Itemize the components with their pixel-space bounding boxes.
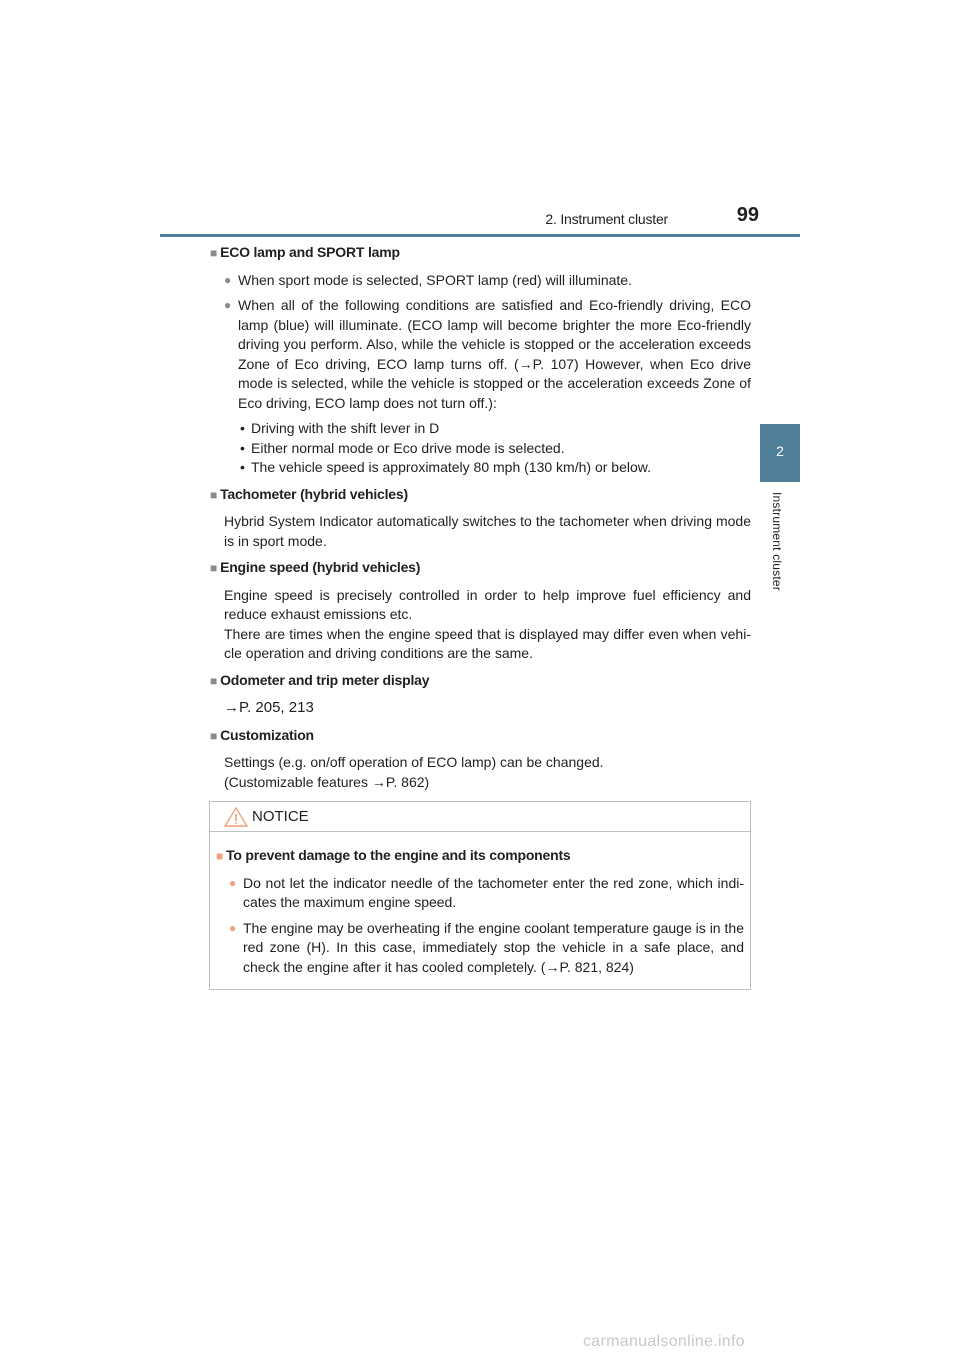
circle-icon: ● xyxy=(224,272,232,287)
list-item: ● When all of the following conditions are satisfied and Eco-friendly driving, ECO lamp (blue) will illuminate. (ECO lamp will become brighter the more Eco-friendly driving you perform. Also, while the vehicle is stopped or the acceleration exceeds Zone of Eco driving, ECO lamp turns off. (→P. 107) However, when Eco drive mode is selected, while the vehicle is stopped or the acceleration exceeds Zone of Eco driving, ECO lamp does not turn off.): xyxy=(224,297,751,411)
paragraph: There are times when the engine speed that is displayed may differ even when vehi-cle operation and driving conditions are the same. xyxy=(224,625,751,661)
page-number: 99 xyxy=(736,204,759,226)
circle-icon: ● xyxy=(229,875,237,890)
page-content xyxy=(210,243,751,799)
page-reference-link[interactable]: →P. 205, 213 xyxy=(224,699,314,716)
section-heading: ■ Tachometer (hybrid vehicles) xyxy=(210,485,408,502)
list-item: ● Do not let the indicator needle of the tachometer enter the red zone, which indi-cates the maximum engine speed. xyxy=(229,874,744,910)
square-icon: ■ xyxy=(210,673,218,688)
section-heading: ■ Customization xyxy=(210,726,314,743)
warning-triangle-icon xyxy=(224,807,248,827)
condition-list xyxy=(210,419,751,478)
paragraph: Hybrid System Indicator automatically switches to the tachometer when driving mode is in sport mode. xyxy=(224,513,751,549)
paragraph: Settings (e.g. on/off operation of ECO lamp) can be changed. xyxy=(224,754,604,770)
chapter-label xyxy=(770,492,790,612)
dot-icon: • xyxy=(240,420,245,436)
section-heading: ■ Engine speed (hybrid vehicles) xyxy=(210,559,421,575)
dot-icon: • xyxy=(240,439,245,456)
circle-icon: ● xyxy=(229,920,237,935)
notice-box xyxy=(209,801,751,990)
watermark: carmanualsonline.info xyxy=(583,1333,745,1350)
list-item: • Either normal mode or Eco drive mode is selected. xyxy=(210,439,751,459)
circle-icon: ● xyxy=(224,298,232,312)
notice-header xyxy=(210,802,750,832)
section-heading: ■ ECO lamp and SPORT lamp xyxy=(210,244,400,260)
list-item: ● When sport mode is selected, SPORT lamp (red) will illuminate. xyxy=(210,271,751,291)
chapter-number: 2 xyxy=(776,443,784,459)
square-icon: ■ xyxy=(210,246,218,260)
chapter-tab[interactable] xyxy=(760,424,800,482)
paragraph: (Customizable features →P. 862) xyxy=(224,773,430,790)
square-icon: ■ xyxy=(216,849,224,863)
dot-icon: • xyxy=(240,459,245,475)
square-icon: ■ xyxy=(210,487,218,502)
square-icon: ■ xyxy=(210,561,218,575)
notice-body xyxy=(210,832,750,977)
notice-heading: ■ To prevent damage to the engine and its components xyxy=(216,847,571,863)
page-header xyxy=(160,202,800,237)
chapter-label-text: Instrument cluster xyxy=(770,492,784,591)
notice-label: NOTICE xyxy=(252,808,309,825)
square-icon: ■ xyxy=(210,728,218,743)
paragraph: Engine speed is precisely controlled in order to help improve fuel efficiency and reduce exhaust emissions etc. xyxy=(224,586,751,622)
section-title: 2. Instrument cluster xyxy=(545,211,668,227)
list-item: ● The engine may be overheating if the engine coolant temperature gauge is in the red zone (H). In this case, immediately stop the vehicle in a safe place, and check the engine after it has cooled completely. (→P. 821, 824) xyxy=(229,919,744,975)
section-heading: ■ Odometer and trip meter display xyxy=(210,671,430,688)
list-item: • The vehicle speed is approximately 80 mph (130 km/h) or below. xyxy=(210,458,751,478)
list-item: • Driving with the shift lever in D xyxy=(210,419,751,439)
